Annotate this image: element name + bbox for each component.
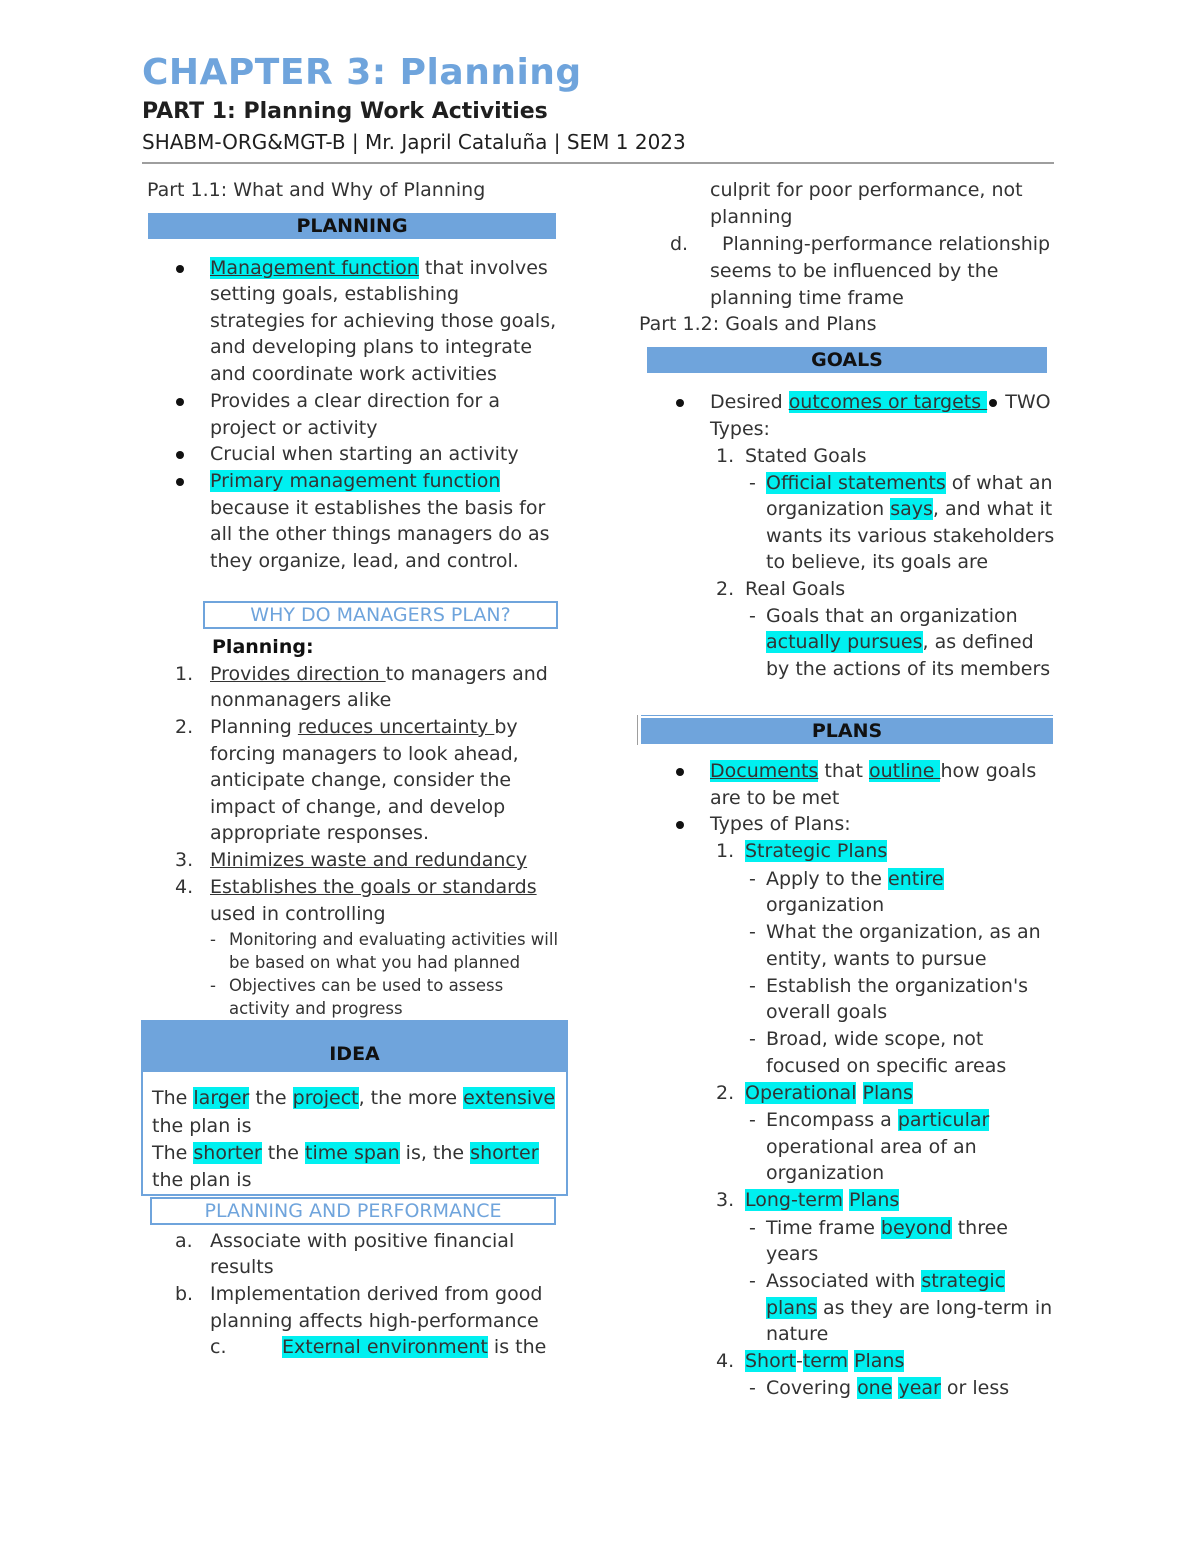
sub-item-line: nature (766, 1323, 829, 1345)
sub-item: Objectives can be used to assess (229, 976, 504, 995)
planning-performance-box: PLANNING AND PERFORMANCE (150, 1197, 556, 1225)
list-item: Minimizes waste and redundancy (210, 849, 528, 871)
sub-item-line: focused on specific areas (766, 1055, 1007, 1077)
sub-dash: - (749, 868, 756, 890)
sub-item: Covering one year or less (766, 1377, 1010, 1399)
list-item: Documents that outline how goals (710, 758, 1036, 785)
idea-line-1: The larger the project, the more extensive (152, 1087, 556, 1109)
list-item: Desired outcomes or targets TWO (710, 389, 1051, 416)
list-item-line: culprit for poor performance, not (710, 179, 1023, 201)
sub-item: What the organization, as an (766, 921, 1041, 943)
sub-item-line: overall goals (766, 1001, 888, 1023)
list-item: Crucial when starting an activity (210, 441, 519, 468)
divider (637, 715, 638, 745)
list-number: 2. (175, 716, 194, 738)
sub-item: Monitoring and evaluating activities will (229, 930, 559, 949)
sub-item-line: wants its various stakeholders (766, 525, 1055, 547)
course-info: SHABM-ORG&MGT-B | Mr. Japril Cataluña | SEM 1 2023 (142, 130, 686, 154)
list-item: Long-term Plans (745, 1189, 900, 1211)
list-item: Real Goals (745, 578, 846, 600)
sub-dash: - (749, 1217, 756, 1239)
list-number: 2. (716, 578, 735, 600)
sub-dash: - (749, 1377, 756, 1399)
list-item: Implementation derived from good (210, 1283, 543, 1305)
sub-dash: - (749, 975, 756, 997)
part-heading-1-1: Part 1.1: What and Why of Planning (147, 179, 486, 201)
list-letter: b. (175, 1283, 194, 1305)
goals-header: GOALS (647, 347, 1047, 373)
list-item: Strategic Plans (745, 840, 888, 862)
sub-item-line: be based on what you had planned (229, 953, 521, 972)
list-number: 4. (716, 1350, 735, 1372)
list-item: External environment is the (282, 1336, 547, 1358)
sub-item-line: to believe, its goals are (766, 551, 989, 573)
list-letter: c. (210, 1336, 227, 1358)
bullet-icon (989, 399, 997, 407)
list-number: 1. (716, 445, 735, 467)
list-number: 1. (716, 840, 735, 862)
list-item-line: project or activity (210, 417, 378, 439)
sub-item-line: by the actions of its members (766, 658, 1051, 680)
list-item-line: planning (710, 206, 793, 228)
list-item-line: anticipate change, consider the (210, 769, 512, 791)
why-label: Planning: (212, 636, 314, 658)
sub-dash: - (749, 472, 756, 494)
list-item: Planning-performance relationship (722, 233, 1051, 255)
list-item: Operational Plans (745, 1082, 913, 1104)
list-number: 3. (716, 1189, 735, 1211)
sub-item-line: activity and progress (229, 999, 403, 1018)
list-item: Primary management function (210, 468, 500, 495)
list-item-line: strategies for achieving those goals, (210, 310, 557, 332)
list-item: Planning reduces uncertainty by (210, 716, 518, 738)
list-item-line: planning affects high-performance (210, 1310, 539, 1332)
idea-line-3: The shorter the time span is, the shorter (152, 1142, 539, 1164)
idea-line-4: the plan is (152, 1169, 252, 1191)
list-item-line: are to be met (710, 787, 840, 809)
sub-item-line: operational area of an (766, 1136, 977, 1158)
list-item: Types of Plans: (710, 811, 851, 838)
page-title: CHAPTER 3: Planning (142, 52, 582, 93)
list-item-line: because it establishes the basis for (210, 497, 546, 519)
list-letter: a. (175, 1230, 193, 1252)
part-heading-1-2: Part 1.2: Goals and Plans (639, 313, 877, 335)
list-item-line: all the other things managers do as (210, 523, 550, 545)
list-number: 3. (175, 849, 194, 871)
list-item: Provides direction to managers and (210, 663, 548, 685)
sub-dash: - (749, 1270, 756, 1292)
list-item: Stated Goals (745, 445, 867, 467)
sub-item-line: actually pursues, as defined (766, 631, 1034, 653)
list-item-line: results (210, 1256, 274, 1278)
plans-header: PLANS (641, 718, 1053, 744)
sub-dash: - (210, 930, 216, 949)
sub-item-line: years (766, 1243, 819, 1265)
sub-dash: - (749, 1109, 756, 1131)
list-item-line: forcing managers to look ahead, (210, 743, 519, 765)
list-item-line: appropriate responses. (210, 822, 429, 844)
list-item-line: impact of change, and develop (210, 796, 506, 818)
planning-header: PLANNING (148, 213, 556, 239)
sub-item-line: plans as they are long-term in (766, 1297, 1053, 1319)
sub-item: Establish the organization's (766, 975, 1029, 997)
sub-dash: - (749, 1028, 756, 1050)
list-item-line: planning time frame (710, 287, 904, 309)
sub-dash: - (210, 976, 216, 995)
sub-item-line: organization (766, 894, 885, 916)
list-item-line: and coordinate work activities (210, 363, 497, 385)
sub-item-line: organization (766, 1162, 885, 1184)
sub-item: Apply to the entire (766, 868, 944, 890)
sub-item: Time frame beyond three (766, 1217, 1008, 1239)
list-number: 1. (175, 663, 194, 685)
list-item: Associate with positive financial (210, 1230, 515, 1252)
sub-item: Associated with strategic (766, 1270, 1006, 1292)
list-item-line: Types: (710, 418, 770, 440)
list-item-line: seems to be influenced by the (710, 260, 999, 282)
list-item: Provides a clear direction for a (210, 388, 500, 415)
list-item: Management function that involves (210, 255, 548, 282)
sub-item: Goals that an organization (766, 605, 1018, 627)
sub-item-line: organization says, and what it (766, 498, 1053, 520)
list-item-line: nonmanagers alike (210, 689, 392, 711)
page-subtitle: PART 1: Planning Work Activities (142, 99, 548, 124)
idea-header: IDEA (143, 1022, 566, 1072)
sub-item: Encompass a particular (766, 1109, 990, 1131)
list-item-line: setting goals, establishing (210, 283, 460, 305)
divider (641, 715, 1053, 716)
sub-dash: - (749, 605, 756, 627)
list-item: Establishes the goals or standards (210, 876, 537, 898)
sub-item: Broad, wide scope, not (766, 1028, 984, 1050)
header-divider (142, 162, 1054, 164)
list-item-line: and developing plans to integrate (210, 336, 533, 358)
idea-line-2: the plan is (152, 1115, 252, 1137)
why-managers-plan-box: WHY DO MANAGERS PLAN? (203, 601, 558, 629)
list-letter: d. (670, 233, 689, 255)
list-number: 2. (716, 1082, 735, 1104)
sub-item-line: entity, wants to pursue (766, 948, 987, 970)
list-item: Short-term Plans (745, 1350, 905, 1372)
list-item-line: used in controlling (210, 903, 386, 925)
sub-item: Official statements of what an (766, 472, 1053, 494)
sub-dash: - (749, 921, 756, 943)
list-item-line: they organize, lead, and control. (210, 550, 519, 572)
list-number: 4. (175, 876, 194, 898)
